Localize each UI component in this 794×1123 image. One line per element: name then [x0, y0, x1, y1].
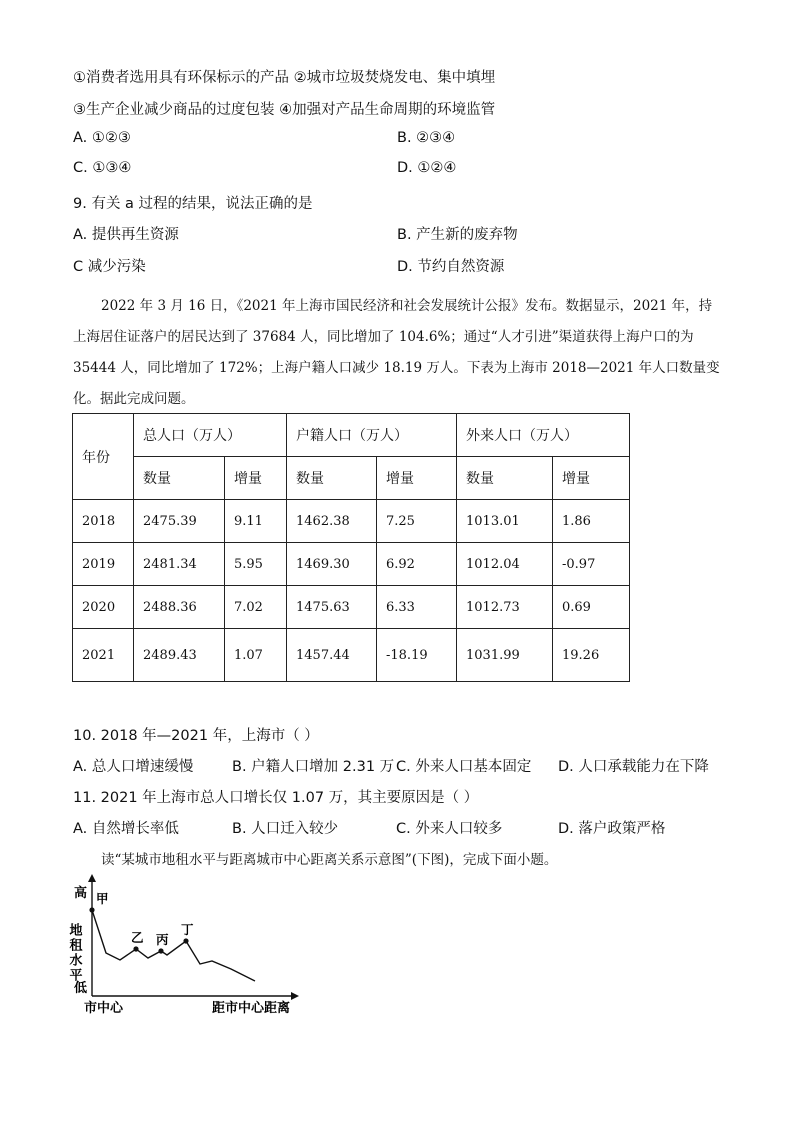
- q9-option-d: D. 节约自然资源: [397, 259, 505, 275]
- group-header-migrant: 外来人口（万人）: [457, 414, 630, 457]
- q8-statement-line-1: ①消费者选用具有环保标示的产品 ②城市垃圾焚烧发电、集中填埋: [73, 70, 496, 86]
- cell-total: 2475.39: [134, 500, 225, 543]
- cell-total-delta: 9.11: [225, 500, 287, 543]
- cell-total-delta: 7.02: [225, 586, 287, 629]
- cell-migrant-delta: 19.26: [553, 629, 630, 682]
- q12-stem: 读“某城市地租水平与距离城市中心距离关系示意图”(下图)，完成下面小题。: [101, 852, 558, 868]
- cell-year: 2020: [73, 586, 134, 629]
- q9-option-b: B. 产生新的废弃物: [397, 227, 518, 243]
- q10-stem: 10. 2018 年—2021 年，上海市（ ）: [73, 728, 319, 744]
- q10-option-b: B. 户籍人口增加 2.31 万: [232, 759, 395, 775]
- q8-option-b: B. ②③④: [397, 130, 456, 146]
- q8-statement-line-2: ③生产企业减少商品的过度包装 ④加强对产品生命周期的环境监管: [73, 102, 496, 118]
- y-label-low: 低: [74, 981, 88, 996]
- peak-point: [133, 946, 138, 951]
- rent-chart: [66, 870, 310, 1020]
- peak-label: 乙: [131, 930, 144, 945]
- cell-registered-delta: -18.19: [377, 629, 457, 682]
- q11-option-b: B. 人口迁入较少: [232, 821, 339, 837]
- cell-year: 2021: [73, 629, 134, 682]
- q11-option-c: C. 外来人口较多: [396, 821, 503, 837]
- year-header: 年份: [73, 414, 134, 500]
- q8-option-d: D. ①②④: [397, 160, 457, 176]
- cell-year: 2018: [73, 500, 134, 543]
- peak-point: [183, 938, 188, 943]
- q10-option-d: D. 人口承载能力在下降: [558, 759, 709, 775]
- cell-registered-delta: 6.92: [377, 543, 457, 586]
- q10-option-a: A. 总人口增速缓慢: [73, 759, 194, 775]
- cell-total-delta: 5.95: [225, 543, 287, 586]
- cell-total-delta: 1.07: [225, 629, 287, 682]
- cell-migrant: 1012.73: [457, 586, 553, 629]
- cell-migrant: 1012.04: [457, 543, 553, 586]
- rent-curve: [92, 910, 255, 981]
- peak-point: [89, 907, 94, 912]
- cell-migrant-delta: 0.69: [553, 586, 630, 629]
- table-subheader-row: [73, 457, 630, 500]
- cell-total: 2481.34: [134, 543, 225, 586]
- q11-option-a: A. 自然增长率低: [73, 821, 179, 837]
- q10-option-c: C. 外来人口基本固定: [396, 759, 532, 775]
- cell-registered: 1469.30: [287, 543, 377, 586]
- q9-stem: 9. 有关 a 过程的结果，说法正确的是: [73, 196, 313, 212]
- table-header-row: [73, 414, 630, 457]
- cell-registered-delta: 6.33: [377, 586, 457, 629]
- y-axis-label: 地租水平: [66, 923, 82, 983]
- sub-amount: 数量: [457, 457, 553, 500]
- rent-series: [89, 891, 255, 981]
- group-header-total: 总人口（万人）: [134, 414, 287, 457]
- passage: [73, 291, 721, 415]
- table-row: [73, 543, 630, 586]
- q8-option-a: A. ①②③: [73, 130, 131, 146]
- cell-registered: 1462.38: [287, 500, 377, 543]
- cell-year: 2019: [73, 543, 134, 586]
- cell-registered: 1475.63: [287, 586, 377, 629]
- q9-option-a: A. 提供再生资源: [73, 227, 179, 243]
- peak-point: [158, 948, 163, 953]
- sub-amount: 数量: [287, 457, 377, 500]
- cell-migrant-delta: 1.86: [553, 500, 630, 543]
- sub-amount: 数量: [134, 457, 225, 500]
- table-row: [73, 629, 630, 682]
- cell-total: 2489.43: [134, 629, 225, 682]
- peak-label: 甲: [96, 891, 109, 906]
- q11-stem: 11. 2021 年上海市总人口增长仅 1.07 万，其主要原因是（ ）: [73, 790, 479, 806]
- x-axis-label: 距市中心距离: [212, 1001, 291, 1016]
- table-row: [73, 586, 630, 629]
- cell-registered-delta: 7.25: [377, 500, 457, 543]
- sub-delta: 增量: [377, 457, 457, 500]
- passage-text: 2022 年 3 月 16 日，《2021 年上海市国民经济和社会发展统计公报》发布。数据显示，2021 年，持上海居住证落户的居民达到了 37684 人，同比增加了 104.6%；通过“人才引进”渠道获得上海户口的为 35444 人，同比增加了 172%；上海户籍人口减少 18.19 万人。下表为上海市 2018—2021 年人口数量变化。据此完成问题。: [73, 298, 720, 407]
- cell-migrant: 1013.01: [457, 500, 553, 543]
- group-header-registered: 户籍人口（万人）: [287, 414, 457, 457]
- peak-label: 丙: [156, 932, 169, 947]
- sub-delta: 增量: [225, 457, 287, 500]
- population-table: [72, 413, 630, 682]
- y-label-high: 高: [74, 886, 88, 901]
- sub-delta: 增量: [553, 457, 630, 500]
- q9-option-c: C 减少污染: [73, 259, 146, 275]
- q8-option-c: C. ①③④: [73, 160, 132, 176]
- cell-migrant: 1031.99: [457, 629, 553, 682]
- x-origin-label: 市中心: [84, 1001, 124, 1016]
- q11-option-d: D. 落户政策严格: [558, 821, 666, 837]
- cell-total: 2488.36: [134, 586, 225, 629]
- cell-registered: 1457.44: [287, 629, 377, 682]
- peak-label: 丁: [181, 922, 194, 937]
- cell-migrant-delta: -0.97: [553, 543, 630, 586]
- table-row: [73, 500, 630, 543]
